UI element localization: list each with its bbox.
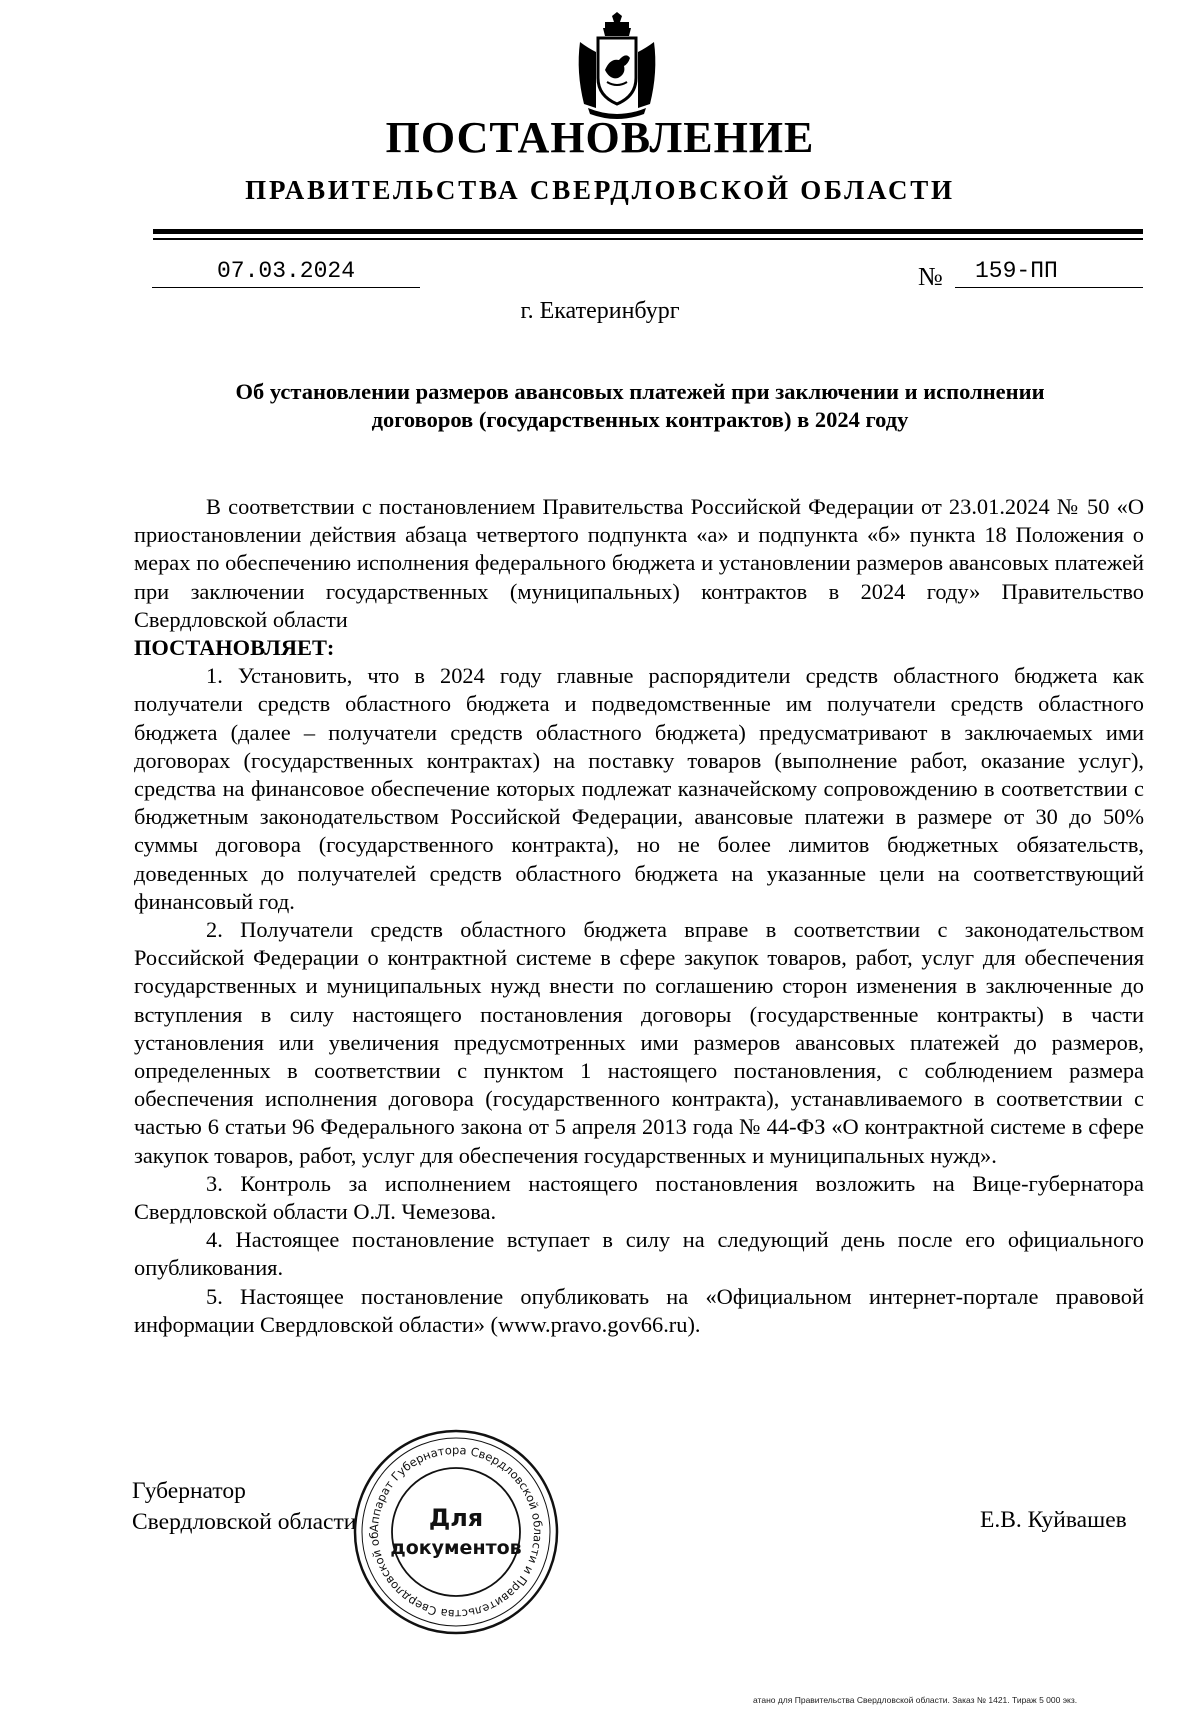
clause-4: 4. Настоящее постановление вступает в силу на следующий день после его официального опубликования. xyxy=(134,1227,1144,1281)
clause-2: 2. Получатели средств областного бюджета вправе в соответствии с законодательством Российской Федерации о контрактной системе в сфере закупок товаров, работ, услуг для обеспечения государственных и муниципальных нужд внести по соглашению сторон изменения в заключенные до вступления в силу настоящего постановления договоры (государственные контракты) в части установления или увеличения предусмотренных ими размеров авансовых платежей до размеров, определенных в соответствии с пунктом 1 настоящего постановления, с соблюдением размера обеспечения исполнения договора (государственного контракта), устанавливаемого в соответствии с частью 6 статьи 96 Федерального закона от 5 апреля 2013 года № 44-ФЗ «О контрактной системе в сфере закупок товаров, работ, услуг для обеспечения государственных и муниципальных нужд». xyxy=(134,917,1144,1168)
clause-5: 5. Настоящее постановление опубликовать на «Официальном интернет-портале правовой информации Свердловской области» (www.pravo.gov66.ru). xyxy=(134,1283,1144,1337)
decree-word: ПОСТАНОВЛЯЕТ: xyxy=(134,635,335,661)
document-heading xyxy=(170,378,1110,434)
stamp-center-line-2: документов xyxy=(390,1537,522,1559)
document-title: ПОСТАНОВЛЕНИЕ xyxy=(385,113,815,162)
signatory-position-line-1: Губернатор xyxy=(132,1478,246,1504)
preamble-paragraph: В соответствии с постановлением Правительства Российской Федерации от 23.01.2024 № 50 «О приостановлении действия абзаца четвертого подпункта «а» и подпункта «б» пункта 18 Положения о мерах по обеспечению исполнения федерального бюджета и установлении размеров авансовых платежей при заключении государственных (муниципальных) контрактов в 2024 году» Правительство Свердловской области xyxy=(134,494,1144,632)
official-stamp xyxy=(352,1428,560,1636)
print-note: атано для Правительства Свердловской области. Заказ № 1421. Тираж 5 000 экз. xyxy=(753,1695,1078,1705)
document-number: 159-ПП xyxy=(975,258,1058,284)
signatory-position xyxy=(132,1476,356,1538)
date-underline xyxy=(152,287,420,288)
number-underline xyxy=(955,287,1143,288)
stamp-center-line-1: Для xyxy=(428,1504,484,1532)
document-subtitle: ПРАВИТЕЛЬСТВА СВЕРДЛОВСКОЙ ОБЛАСТИ xyxy=(245,175,955,205)
header-divider-thin xyxy=(153,238,1143,240)
stamp-ring-text: Аппарат Губернатора Свердловской области и Правительства Свердловской об xyxy=(366,1442,546,1622)
signatory-name: Е.В. Куйвашев xyxy=(980,1507,1127,1533)
heading-line-2: договоров (государственных контрактов) в 2024 году xyxy=(371,407,909,432)
clause-1: 1. Установить, что в 2024 году главные распорядители средств областного бюджета как получатели средств областного бюджета и подведомственные им получатели средств областного бюджета (далее – получатели средств областного бюджета) предусматривают в заключаемых ими договорах (государственных контрактах) на поставку товаров (выполнение работ, оказание услуг), средства на финансовое обеспечение которых подлежат казначейскому сопровождению в соответствии с бюджетным законодательством Российской Федерации, авансовые платежи в размере от 30 до 50% суммы договора (государственного контракта), но не более лимитов бюджетных обязательств, доведенных до получателей средств областного бюджета на указанные цели на соответствующий финансовый год. xyxy=(134,663,1144,914)
document-city: г. Екатеринбург xyxy=(520,298,680,324)
clause-3: 3. Контроль за исполнением настоящего постановления возложить на Вице-губернатора Свердловской области О.Л. Чемезова. xyxy=(134,1170,1144,1225)
document-body xyxy=(134,493,1144,1339)
header-divider xyxy=(153,229,1143,234)
number-sign: № xyxy=(918,262,943,291)
signatory-position-line-2: Свердловской области xyxy=(132,1509,357,1535)
heading-line-1: Об установлении размеров авансовых платежей при заключении и исполнении xyxy=(235,379,1045,404)
document-date: 07.03.2024 xyxy=(216,258,356,284)
coat-of-arms-icon xyxy=(574,12,660,120)
